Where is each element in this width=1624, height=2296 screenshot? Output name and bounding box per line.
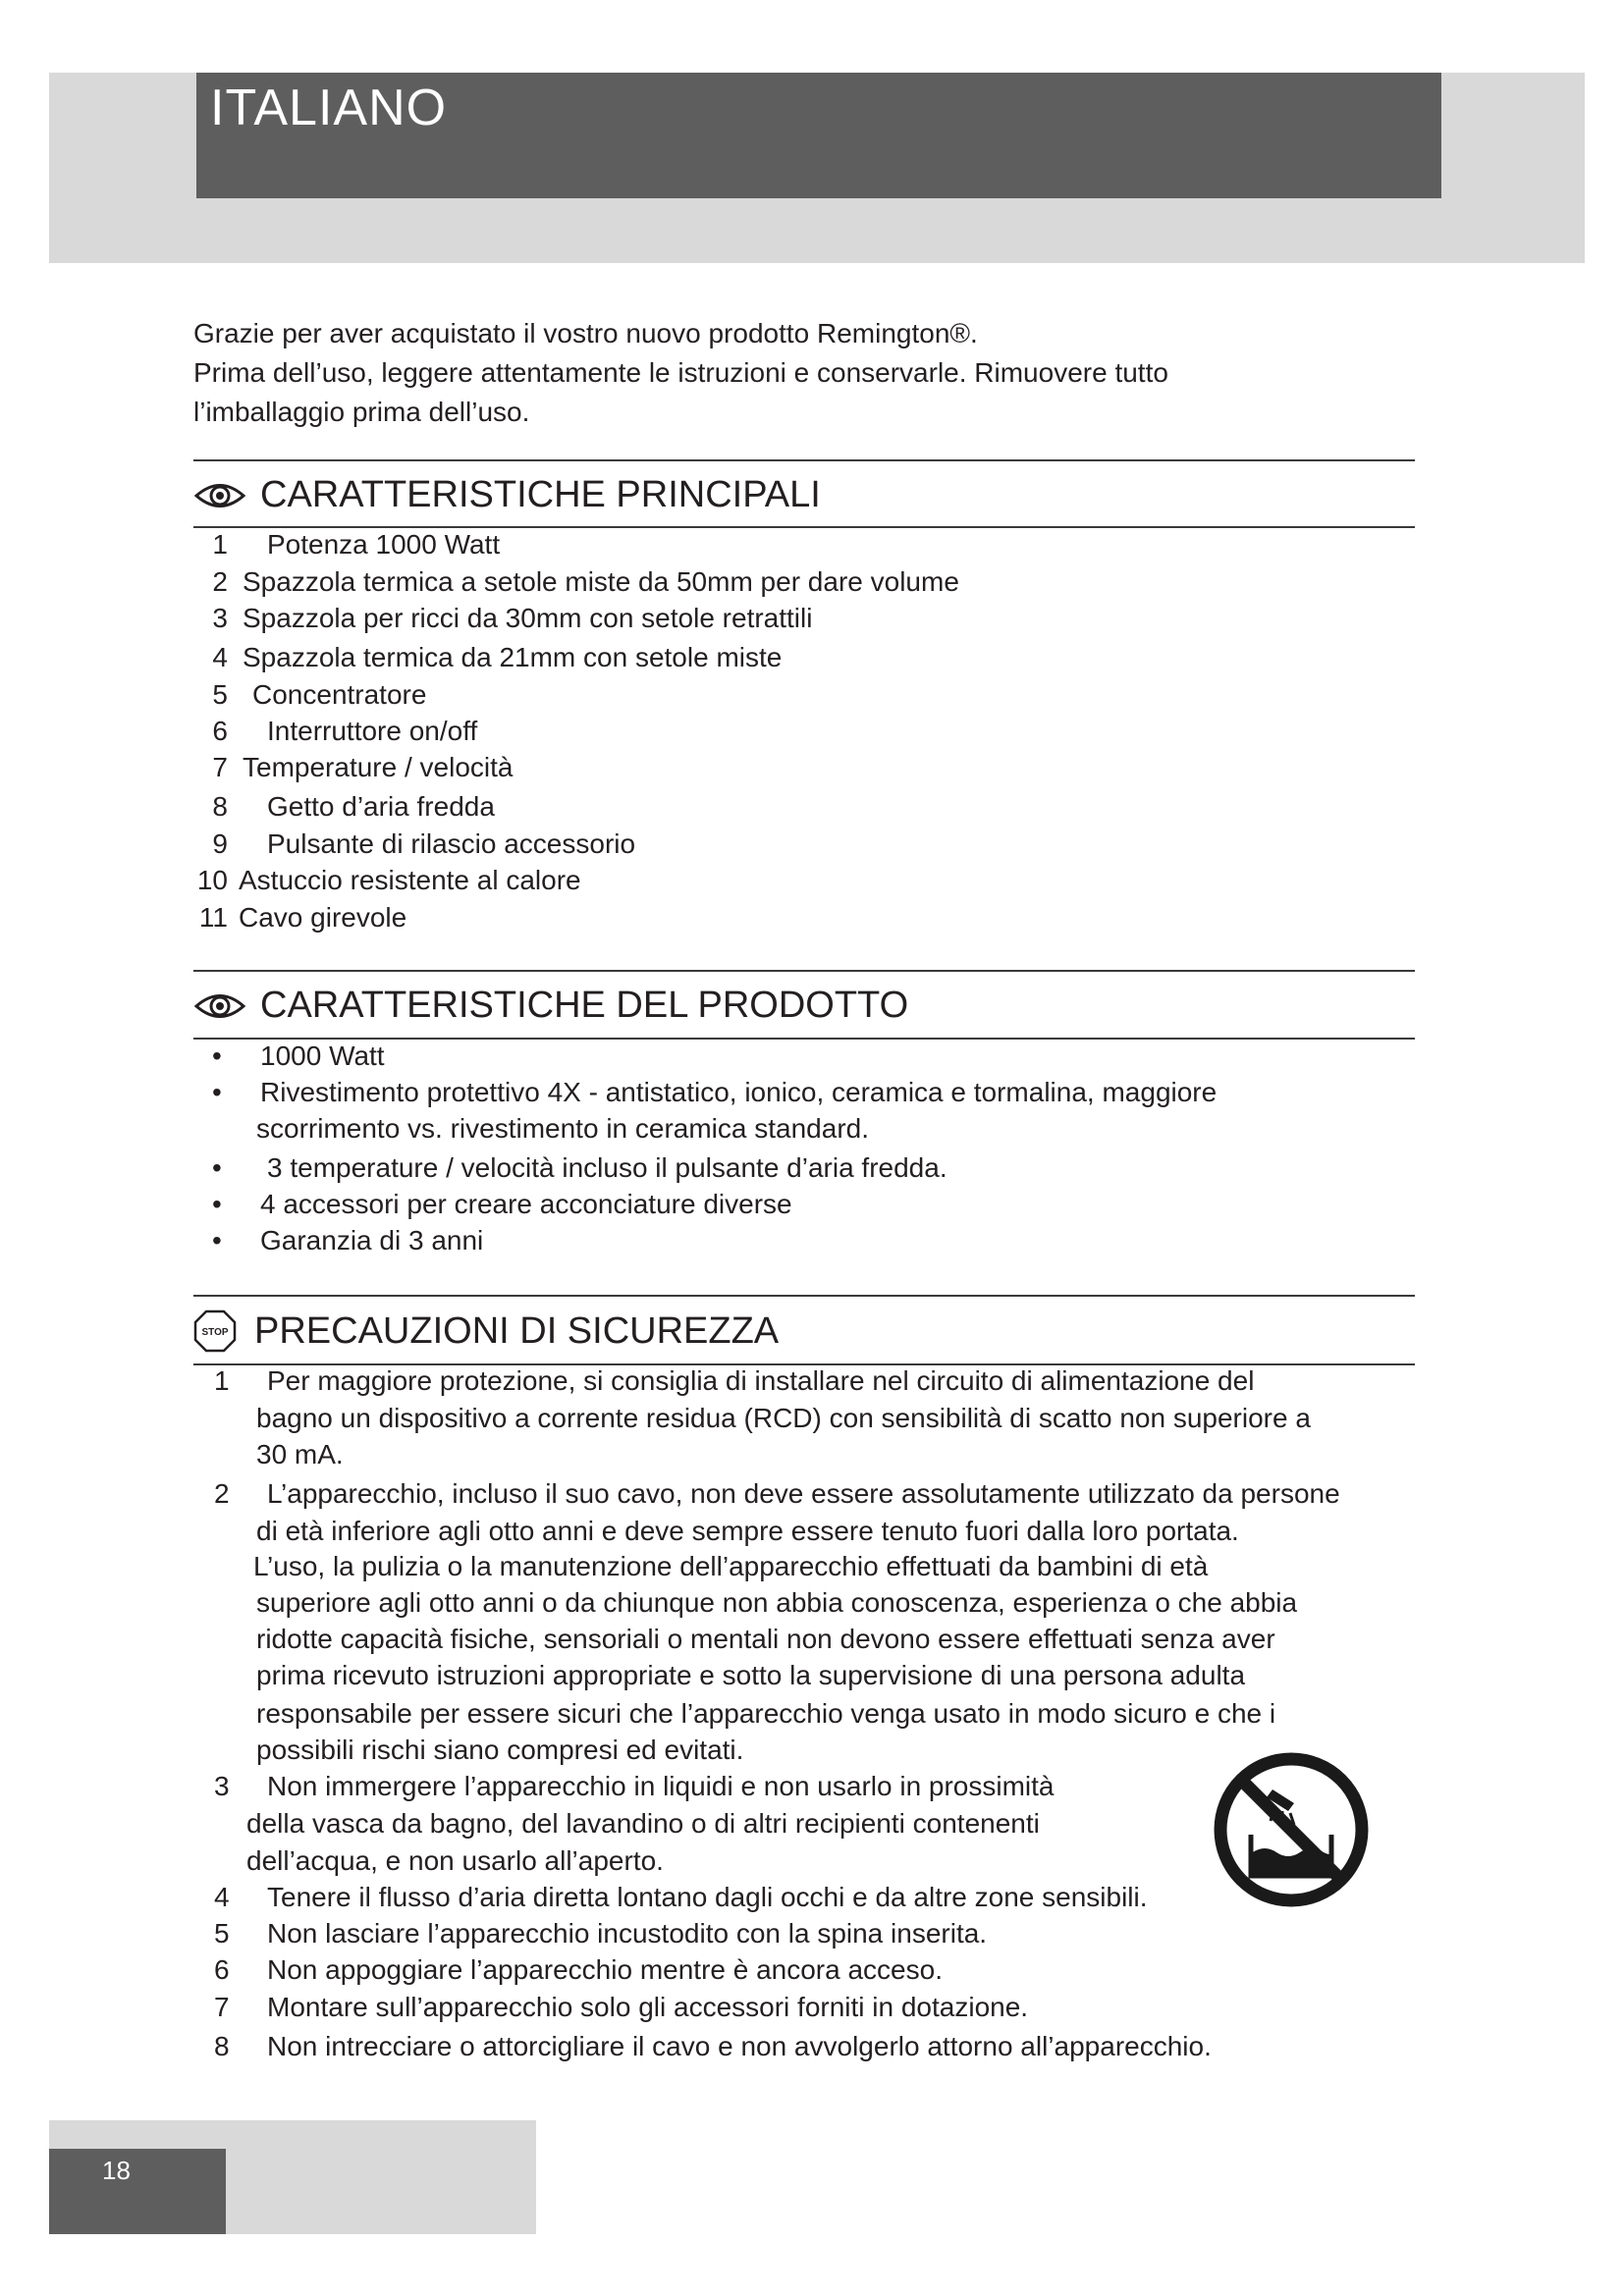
page-title: ITALIANO (210, 80, 448, 136)
page-number: 18 (102, 2156, 131, 2185)
section-title (193, 1309, 779, 1353)
item-text: 4 accessori per creare acconciature diverse (260, 1189, 792, 1219)
intro-text (193, 314, 1450, 432)
section-title-text: CARATTERISTICHE PRINCIPALI (260, 474, 821, 515)
item-number: 2 (214, 1478, 230, 1509)
item-text: Potenza 1000 Watt (267, 529, 501, 560)
item-number: 6 (212, 716, 228, 746)
section-title (193, 474, 821, 516)
item-number: 4 (212, 642, 228, 672)
item-text: bagno un dispositivo a corrente residua (RCD) con sensibilità di scatto non superiore a (256, 1403, 1311, 1433)
item-text: Cavo girevole (239, 902, 407, 933)
divider (193, 970, 1415, 972)
item-number: 2 (212, 566, 228, 597)
divider (193, 1295, 1415, 1297)
item-text: dell’acqua, e non usarlo all’aperto. (246, 1845, 664, 1876)
item-text: possibili rischi siano compresi ed evitati. (256, 1735, 744, 1765)
item-number: 5 (214, 1918, 230, 1949)
item-text: Concentratore (252, 679, 427, 710)
item-text: Pulsante di rilascio accessorio (267, 828, 636, 859)
divider (193, 459, 1415, 461)
section-title (193, 985, 908, 1027)
item-text: responsabile per essere sicuri che l’apparecchio venga usato in modo sicuro e che i (256, 1698, 1276, 1729)
item-text: L’uso, la pulizia o la manutenzione dell’apparecchio effettuati da bambini di età (253, 1551, 1209, 1581)
item-text: Rivestimento protettivo 4X - antistatico, ionico, ceramica e tormalina, maggiore (260, 1077, 1218, 1107)
item-text: Temperature / velocità (243, 752, 514, 782)
item-number: 3 (212, 603, 228, 633)
item-text: 30 mA. (256, 1439, 344, 1469)
bullet: • (212, 1152, 222, 1183)
section-title-text: CARATTERISTICHE DEL PRODOTTO (260, 985, 909, 1026)
item-number: 8 (214, 2031, 230, 2061)
item-text: Spazzola termica a setole miste da 50mm per dare volume (243, 566, 959, 597)
item-number: 1 (212, 529, 228, 560)
section-title-text: PRECAUZIONI DI SICUREZZA (254, 1309, 780, 1352)
item-text: Spazzola termica da 21mm con setole miste (243, 642, 783, 672)
item-text: Non intrecciare o attorcigliare il cavo e non avvolgerlo attorno all’apparecchio. (267, 2031, 1212, 2061)
item-text: prima ricevuto istruzioni appropriate e sotto la supervisione di una persona adulta (256, 1660, 1246, 1690)
item-number: 5 (212, 679, 228, 710)
item-number: 9 (212, 828, 228, 859)
item-number: 11 (198, 902, 228, 933)
bullet: • (212, 1225, 222, 1255)
item-number: 4 (214, 1882, 230, 1912)
item-text: ridotte capacità fisiche, sensoriali o mentali non devono essere effettuati senza aver (256, 1624, 1275, 1654)
stop-icon (193, 1309, 237, 1353)
item-number: 10 (196, 865, 228, 895)
item-number: 1 (214, 1365, 230, 1396)
item-text: scorrimento vs. rivestimento in ceramica standard. (256, 1113, 869, 1144)
no-water-immersion-icon (1212, 1750, 1371, 1909)
item-text: Garanzia di 3 anni (260, 1225, 484, 1255)
item-text: Getto d’aria fredda (267, 791, 495, 822)
bullet: • (212, 1189, 222, 1219)
item-text: Per maggiore protezione, si consiglia di installare nel circuito di alimentazione del (267, 1365, 1255, 1396)
bullet: • (212, 1041, 222, 1071)
item-text: L’apparecchio, incluso il suo cavo, non deve essere assolutamente utilizzato da persone (267, 1478, 1340, 1509)
intro-line: l’imballaggio prima dell’uso. (193, 397, 530, 427)
bullet: • (212, 1077, 222, 1107)
item-number: 8 (212, 791, 228, 822)
item-number: 3 (214, 1771, 230, 1801)
eye-icon (193, 989, 246, 1023)
item-text: Montare sull’apparecchio solo gli accessori forniti in dotazione. (267, 1992, 1029, 2022)
footer-box (49, 2149, 226, 2234)
item-text: 1000 Watt (260, 1041, 385, 1071)
item-number: 7 (214, 1992, 230, 2022)
item-text: di età inferiore agli otto anni e deve sempre essere tenuto fuori dalla loro portata. (256, 1516, 1239, 1546)
item-text: Interruttore on/off (267, 716, 478, 746)
item-text: della vasca da bagno, del lavandino o di altri recipienti contenenti (246, 1808, 1040, 1839)
item-text: Non appoggiare l’apparecchio mentre è ancora acceso. (267, 1954, 943, 1985)
item-text: superiore agli otto anni o da chiunque non abbia conoscenza, esperienza o che abbia (256, 1587, 1298, 1618)
stop-icon-label: STOP (201, 1327, 229, 1338)
intro-line: Grazie per aver acquistato il vostro nuovo prodotto Remington®. (193, 318, 978, 348)
intro-line: Prima dell’uso, leggere attentamente le istruzioni e conservarle. Rimuovere tutto (193, 357, 1168, 388)
item-number: 7 (212, 752, 228, 782)
item-text: Non immergere l’apparecchio in liquidi e non usarlo in prossimità (267, 1771, 1055, 1801)
item-text: Spazzola per ricci da 30mm con setole retrattili (243, 603, 813, 633)
eye-icon (193, 479, 246, 512)
item-number: 6 (214, 1954, 230, 1985)
item-text: Astuccio resistente al calore (239, 865, 581, 895)
item-text: 3 temperature / velocità incluso il pulsante d’aria fredda. (267, 1152, 947, 1183)
item-text: Tenere il flusso d’aria diretta lontano dagli occhi e da altre zone sensibili. (267, 1882, 1148, 1912)
item-text: Non lasciare l’apparecchio incustodito con la spina inserita. (267, 1918, 988, 1949)
